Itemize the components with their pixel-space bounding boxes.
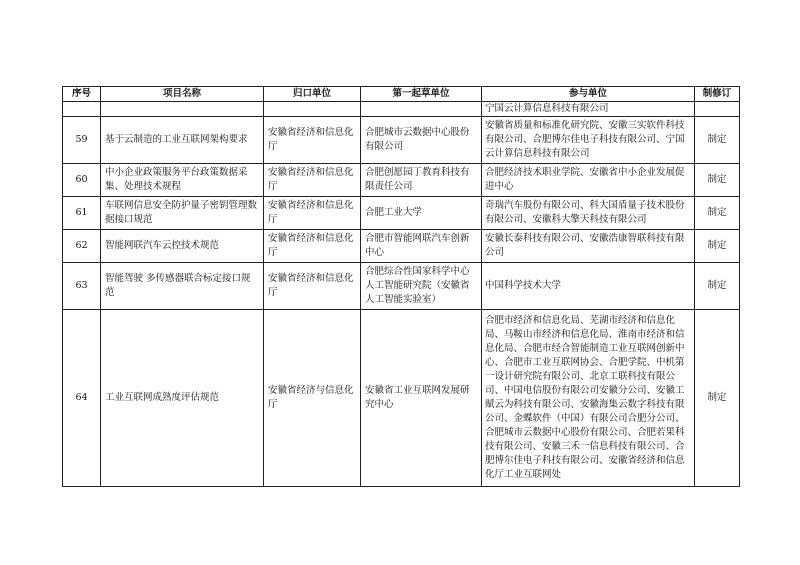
cell-revision-type: 制定 (695, 263, 740, 310)
cell-participants: 宁国云计算信息科技有限公司 (482, 102, 695, 117)
cell-revision-type (695, 102, 740, 117)
cell-revision-type: 制定 (695, 197, 740, 230)
cell-seq: 63 (63, 263, 101, 310)
table-row (63, 117, 740, 164)
cell-first-drafter: 合肥创愿园丁教育科技有限责任公司 (361, 164, 482, 197)
cell-revision-type: 制定 (695, 117, 740, 164)
table-header (63, 87, 740, 102)
cell-project-name: 智能网联汽车云控技术规范 (101, 230, 264, 263)
cell-revision-type: 制定 (695, 164, 740, 197)
table-body (63, 102, 740, 487)
cell-project-name: 基于云制造的工业互联网架构要求 (101, 117, 264, 164)
cell-participants: 合肥经济技术职业学院、安徽省中小企业发展促进中心 (482, 164, 695, 197)
cell-dept: 安徽省经济和信息化厅 (264, 164, 361, 197)
cell-dept: 安徽省经济和信息化厅 (264, 117, 361, 164)
cell-dept: 安徽省经济和信息化厅 (264, 230, 361, 263)
cell-seq: 60 (63, 164, 101, 197)
cell-seq: 62 (63, 230, 101, 263)
cell-seq (63, 102, 101, 117)
cell-seq: 61 (63, 197, 101, 230)
cell-first-drafter (361, 102, 482, 117)
cell-project-name: 车联网信息安全防护量子密钥管理数据接口规范 (101, 197, 264, 230)
cell-first-drafter: 合肥市智能网联汽车创新中心 (361, 230, 482, 263)
table-row (63, 310, 740, 487)
cell-dept (264, 102, 361, 117)
table-row (63, 164, 740, 197)
cell-participants: 安徽省质量和标准化研究院、安徽三实软件科技有限公司、合肥博尔佳电子科技有限公司、宁国云计算信息科技有限公司 (482, 117, 695, 164)
cell-seq: 59 (63, 117, 101, 164)
cell-revision-type: 制定 (695, 230, 740, 263)
cell-dept: 安徽省经济与信息化厅 (264, 310, 361, 487)
table-row-continuation (63, 102, 740, 117)
header-dept: 归口单位 (264, 87, 361, 102)
cell-dept: 安徽省经济和信息化厅 (264, 197, 361, 230)
cell-project-name (101, 102, 264, 117)
table-row (63, 263, 740, 310)
cell-participants: 合肥市经济和信息化局、芜湖市经济和信息化局、马鞍山市经济和信息化局、淮南市经济和信息化局、合肥市经合智能制造工业互联网创新中心、合肥市工业互联网协会、合肥学院、中机第一设计研究院有限公司、北京工联科技有限公司、中国电信股份有限公司安徽分公司、安徽工赋云为科技有限公司、安徽海集云数字科技有限公司、金蝶软件（中国）有限公司合肥分公司、合肥城市云数据中心股份有限公司、合肥若果科技有限公司、安徽三禾一信息科技有限公司、合肥博尔佳电子科技有限公司、安徽省经济和信息化厅工业互联网处 (482, 310, 695, 487)
header-row (63, 87, 740, 102)
table-row (63, 230, 740, 263)
cell-participants: 奇瑞汽车股份有限公司、科大国盾量子技术股份有限公司、安徽科大擎天科技有限公司 (482, 197, 695, 230)
cell-first-drafter: 合肥综合性国家科学中心人工智能研究院（安徽省人工智能实验室） (361, 263, 482, 310)
cell-project-name: 工业互联网成熟度评估规范 (101, 310, 264, 487)
cell-participants: 安徽长泰科技有限公司、安徽浩康智联科技有限公司 (482, 230, 695, 263)
table-row (63, 197, 740, 230)
standards-table (62, 86, 740, 487)
header-first-drafter: 第一起草单位 (361, 87, 482, 102)
header-revision-type: 制修订 (695, 87, 740, 102)
cell-revision-type: 制定 (695, 310, 740, 487)
cell-project-name: 智能驾驶 多传感器联合标定接口规范 (101, 263, 264, 310)
cell-project-name: 中小企业政策服务平台政策数据采集、处理技术规程 (101, 164, 264, 197)
header-project-name: 项目名称 (101, 87, 264, 102)
header-seq: 序号 (63, 87, 101, 102)
cell-dept: 安徽省经济和信息化厅 (264, 263, 361, 310)
cell-first-drafter: 合肥工业大学 (361, 197, 482, 230)
cell-first-drafter: 合肥城市云数据中心股份有限公司 (361, 117, 482, 164)
cell-first-drafter: 安徽省工业互联网发展研究中心 (361, 310, 482, 487)
header-participants: 参与单位 (482, 87, 695, 102)
cell-seq: 64 (63, 310, 101, 487)
cell-participants: 中国科学技术大学 (482, 263, 695, 310)
